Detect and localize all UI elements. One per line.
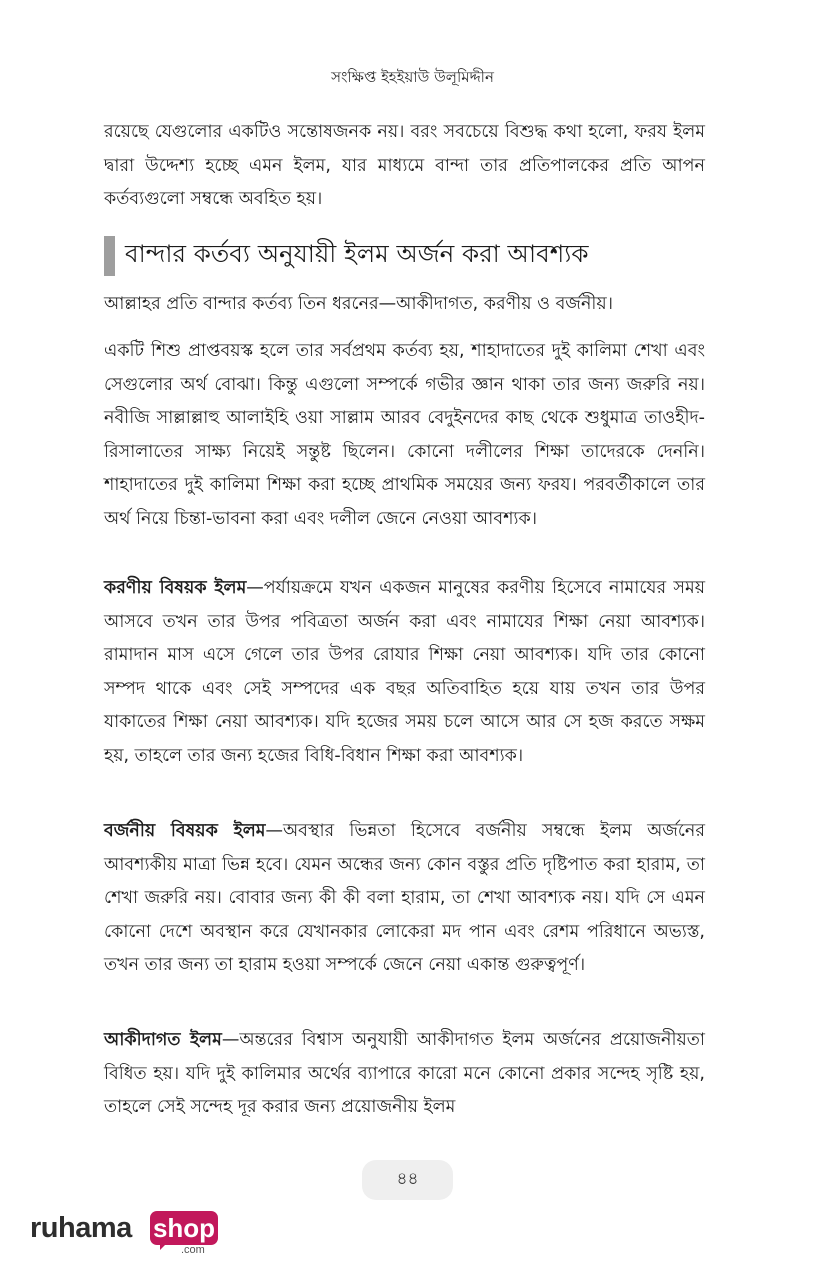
doable-text: —পর্যায়ক্রমে যখন একজন মানুষের করণীয় হিসেবে নামাযের সময় আসবে তখন তার উপর পবিত্রতা অর্জন করা এবং নামাযের শিক্ষা নেয়া আবশ্যক। রামাদান মাস এসে গেলে তার উপর রোযার শিক্ষা নেয়া আবশ্যক। যদি তার কোনো সম্পদ থাকে এবং সেই সম্পদের এক বছর অতিবাহিত হয়ে যায় তখন তার উপর যাকাতের শিক্ষা নেয়া আবশ্যক। যদি হজের সময় চলে আসে আর সে হজ করতে সক্ষম হয়, তাহলে তার জন্য হজের বিধি-বিধান শিক্ষা করা আবশ্যক।: [104, 578, 705, 766]
ruhamashop-watermark: [30, 1208, 230, 1260]
section-heading: [104, 236, 724, 276]
watermark-badge-tail: [160, 1242, 168, 1250]
belief-paragraph: [104, 1024, 705, 1125]
running-head: সংক্ষিপ্ত ইহইয়াউ উলূমিদ্দীন: [331, 68, 494, 86]
intro-paragraph: রয়েছে যেগুলোর একটিও সন্তোষজনক নয়। বরং সবচেয়ে বিশুদ্ধ কথা হলো, ফরয ইলম দ্বারা উদ্দেশ্য হচ্ছে এমন ইলম, যার মাধ্যমে বান্দা তার প্রতিপালকের প্রতি আপন কর্তব্যগুলো সম্বন্ধে অবহিত হয়।: [104, 122, 705, 209]
section-heading-bar: [104, 236, 115, 276]
section-title: বান্দার কর্তব্য অনুযায়ী ইলম অর্জন করা আবশ্যক: [125, 239, 589, 268]
avoid-text: —অবস্থার ভিন্নতা হিসেবে বর্জনীয় সম্বন্ধে ইলম অর্জনের আবশ্যকীয় মাত্রা ভিন্ন হবে। যেমন অন্ধের জন্য কোন বস্তুর প্রতি দৃষ্টিপাত করা হারাম, তা শেখা জরুরি নয়। বোবার জন্য কী কী বলা হারাম, তা শেখা আবশ্যক নয়। যদি সে এমন কোনো দেশে অবস্থান করে যেখানকার লোকেরা মদ পান এবং রেশম পরিধানে অভ্যস্ত, তখন তার জন্য তা হারাম হওয়া সম্পর্কে জেনে নেয়া একান্ত গুরুত্বপূর্ণ।: [104, 821, 706, 975]
watermark-brand: ruhama: [30, 1212, 132, 1244]
watermark-domain: .com: [181, 1244, 205, 1256]
page-number: [362, 1160, 453, 1200]
watermark-shop: shop: [152, 1213, 216, 1243]
watermark-shop-badge: [150, 1211, 218, 1245]
doable-paragraph: [104, 572, 705, 773]
doable-lead: করণীয় বিষয়ক ইলম: [104, 578, 247, 598]
belief-lead: আকীদাগত ইলম: [104, 1030, 222, 1050]
child-paragraph: একটি শিশু প্রাপ্তবয়স্ক হলে তার সর্বপ্রথম কর্তব্য হয়, শাহাদাতের দুই কালিমা শেখা এবং সেগুলোর অর্থ বোঝা। কিন্তু এগুলো সম্পর্কে গভীর জ্ঞান থাকা তার জন্য জরুরি নয়। নবীজি সাল্লাল্লাহু আলাইহি ওয়া সাল্লাম আরব বেদুইনদের কাছ থেকে শুধুমাত্র তাওহীদ-রিসালাতের সাক্ষ্য নিয়েই সন্তুষ্ট ছিলেন। কোনো দলীলের শিক্ষা তাদেরকে দেননি। শাহাদাতের দুই কালিমা শিক্ষা করা হচ্ছে প্রাথমিক সময়ের জন্য ফরয। পরবর্তীকালে তার অর্থ নিয়ে চিন্তা-ভাবনা করা এবং দলীল জেনে নেওয়া আবশ্যক।: [104, 341, 705, 529]
duties-paragraph: আল্লাহর প্রতি বান্দার কর্তব্য তিন ধরনের—আকীদাগত, করণীয় ও বর্জনীয়।: [104, 294, 613, 314]
avoid-lead: বর্জনীয় বিষয়ক ইলম: [104, 821, 266, 841]
avoid-paragraph: [104, 815, 705, 983]
page-number-text: ৪৪: [396, 1169, 419, 1189]
belief-text: —অন্তরের বিশ্বাস অনুযায়ী আকীদাগত ইলম অর্জনের প্রয়োজনীয়তা বিধিত হয়। যদি দুই কালিমার অর্থের ব্যাপারে কারো মনে কোনো প্রকার সন্দেহ সৃষ্টি হয়, তাহলে সেই সন্দেহ দূর করার জন্য প্রয়োজনীয় ইলম: [104, 1030, 705, 1117]
